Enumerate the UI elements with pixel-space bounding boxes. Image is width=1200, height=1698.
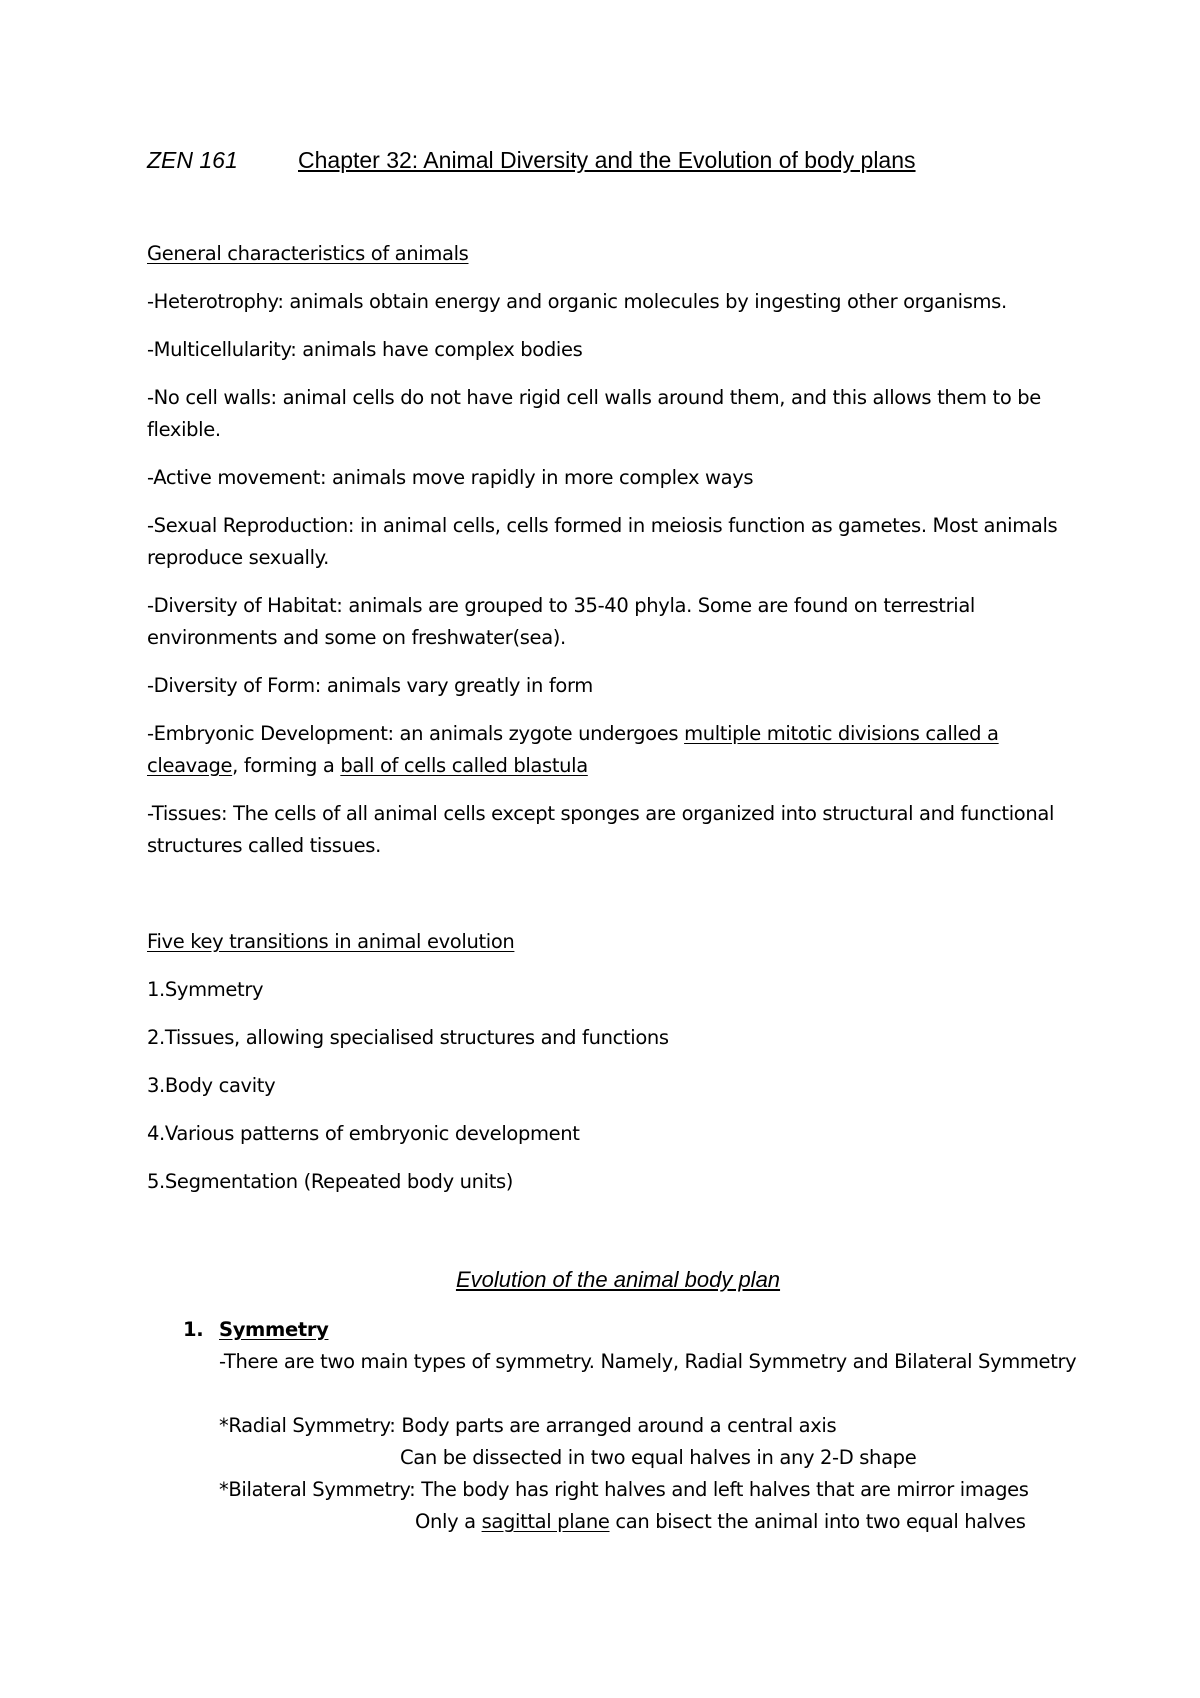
chapter-title: Chapter 32: Animal Diversity and the Evolution of body plans	[298, 147, 916, 173]
no-cell-walls-item: -No cell walls: animal cells do not have rigid cell walls around them, and this allows them to be flexible.	[147, 386, 1041, 441]
heterotrophy-item: -Heterotrophy: animals obtain energy and organic molecules by ingesting other organisms.	[147, 290, 1007, 313]
bilateral-detail-prefix: Only a	[415, 1510, 482, 1533]
symmetry-intro: -There are two main types of symmetry. Namely, Radial Symmetry and Bilateral Symmetry	[219, 1350, 1077, 1373]
document-header	[147, 146, 916, 174]
radial-symmetry-detail: Can be dissected in two equal halves in any 2-D shape	[400, 1446, 917, 1469]
cleavage-term: multiple mitotic divisions called a cleavage	[147, 722, 999, 777]
transition-item: 5.Segmentation (Repeated body units)	[147, 1170, 514, 1193]
key-transitions-heading: Five key transitions in animal evolution	[147, 930, 515, 953]
section-number: 1.	[183, 1318, 204, 1341]
blastula-term: ball of cells called blastula	[340, 754, 588, 777]
bilateral-detail-suffix: can bisect the animal into two equal halves	[609, 1510, 1026, 1533]
transition-item: 3.Body cavity	[147, 1074, 276, 1097]
transition-item: 1.Symmetry	[147, 978, 264, 1001]
embryonic-development-item	[147, 718, 1067, 782]
bilateral-symmetry-line: *Bilateral Symmetry: The body has right halves and left halves that are mirror images	[219, 1478, 1029, 1501]
sexual-reproduction-item: -Sexual Reproduction: in animal cells, cells formed in meiosis function as gametes. Most animals reproduce sexually.	[147, 514, 1058, 569]
embryonic-middle: , forming a	[232, 754, 341, 777]
transition-item: 4.Various patterns of embryonic development	[147, 1122, 580, 1145]
symmetry-section-title: Symmetry	[219, 1318, 329, 1341]
diversity-habitat-item: -Diversity of Habitat: animals are grouped to 35-40 phyla. Some are found on terrestrial environments and some on freshwater(sea).	[147, 594, 975, 649]
multicellularity-item: -Multicellularity: animals have complex bodies	[147, 338, 583, 361]
general-characteristics-heading: General characteristics of animals	[147, 242, 469, 265]
course-code: ZEN 161	[147, 147, 238, 173]
transition-item: 2.Tissues, allowing specialised structures and functions	[147, 1026, 669, 1049]
evolution-heading: Evolution of the animal body plan	[455, 1267, 781, 1292]
embryonic-prefix: -Embryonic Development: an animals zygote undergoes	[147, 722, 685, 745]
bilateral-symmetry-detail	[415, 1506, 1026, 1538]
diversity-form-item: -Diversity of Form: animals vary greatly in form	[147, 674, 593, 697]
active-movement-item: -Active movement: animals move rapidly in more complex ways	[147, 466, 754, 489]
sagittal-plane-term: sagittal plane	[481, 1510, 610, 1533]
tissues-item: -Tissues: The cells of all animal cells except sponges are organized into structural and functional structures called tissues.	[147, 802, 1055, 857]
radial-symmetry-line: *Radial Symmetry: Body parts are arranged around a central axis	[219, 1414, 837, 1437]
